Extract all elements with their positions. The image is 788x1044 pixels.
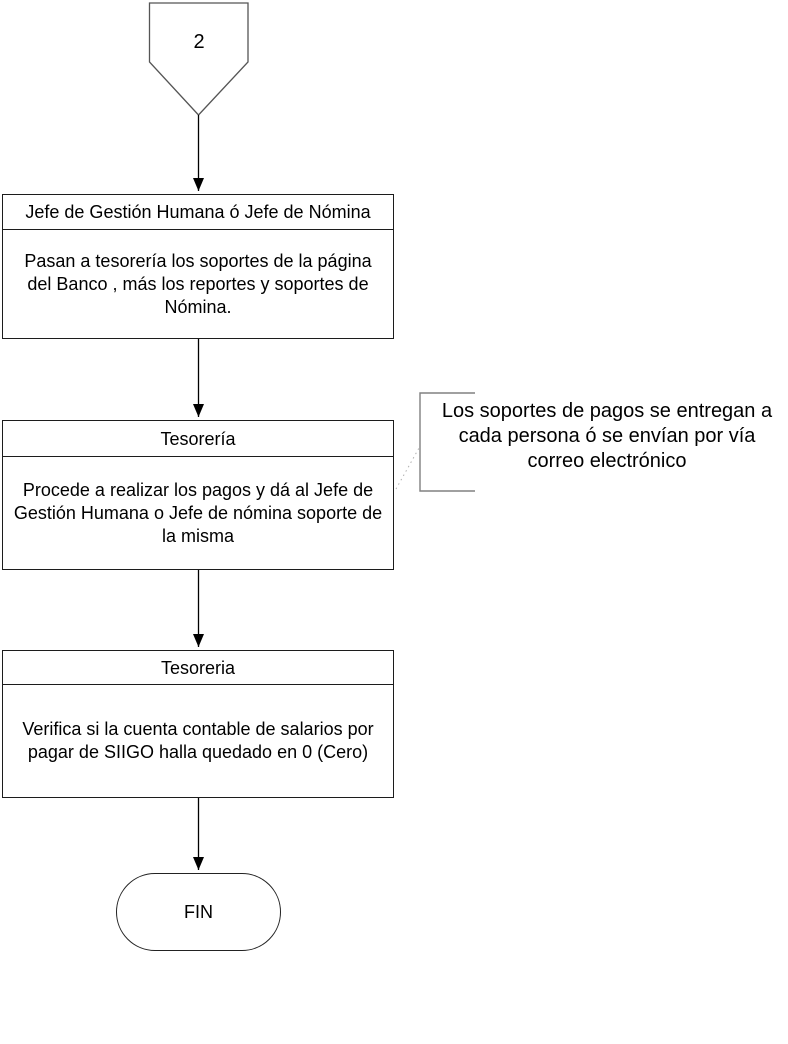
text-line: Los soportes de pagos se entregan a (441, 400, 773, 422)
text-line: cada persona ó se envían por vía (458, 425, 756, 447)
text-line: la misma (161, 525, 234, 546)
process-box-body (3, 457, 393, 569)
text-line: del Banco , más los reportes y soportes de (27, 273, 369, 294)
process-box-body (3, 230, 393, 338)
text-line: pagar de SIIGO halla quedado en 0 (Cero) (27, 742, 369, 762)
terminator-fin (116, 873, 281, 951)
text-line: Pasan a tesorería los soportes de la página (24, 250, 372, 271)
process-box-tesoreria-verifica (2, 650, 394, 798)
text-line: Procede a realizar los pagos y dá al Jefe de (22, 479, 374, 500)
process-box-header: Jefe de Gestión Humana ó Jefe de Nómina (3, 195, 393, 230)
text-line: Nómina. (164, 296, 232, 317)
process-box-body (3, 685, 393, 797)
text-line: Verifica si la cuenta contable de salarios por (22, 719, 374, 739)
offpage-connector-shape (150, 3, 249, 115)
text-line: Gestión Humana o Jefe de nómina soporte de (13, 502, 383, 523)
process-box-tesoreria-pagos (2, 420, 394, 570)
terminator-label: FIN (184, 901, 213, 922)
annotation-note (428, 399, 786, 474)
text-line: correo electrónico (527, 450, 687, 472)
offpage-connector-label: 2 (193, 31, 205, 53)
process-box-gestion-humana (2, 194, 394, 339)
process-box-header: Tesoreria (3, 651, 393, 685)
process-box-header: Tesorería (3, 421, 393, 457)
annotation-leader-line (396, 448, 419, 489)
